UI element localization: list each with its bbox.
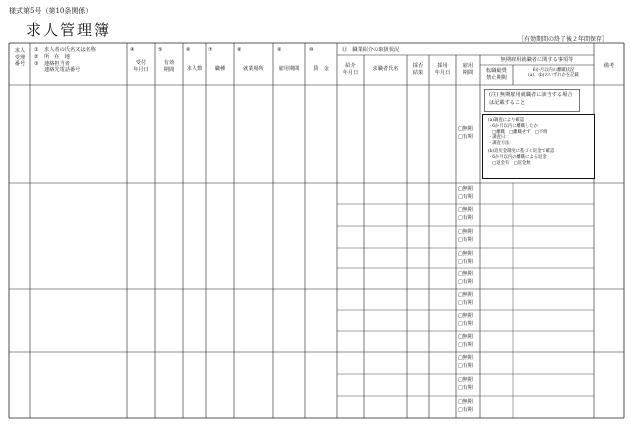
detail-checkbox-line: □離職 □離職せず □不明 xyxy=(488,129,548,135)
header-num-4: ④ xyxy=(130,47,135,53)
employment-term-checkboxes[interactable] xyxy=(458,270,473,286)
fixed-term-checkbox[interactable]: □有期 xyxy=(458,385,473,391)
fixed-term-checkbox[interactable]: □有期 xyxy=(458,321,473,327)
indefinite-checkbox[interactable]: □無期 xyxy=(458,186,473,192)
header-num-5: ⑤ xyxy=(158,47,163,53)
header-col2-numbers: ① ② ③ xyxy=(34,47,39,67)
indefinite-checkbox[interactable]: □無期 xyxy=(458,251,473,257)
fixed-term-checkbox[interactable]: □有期 xyxy=(458,194,473,200)
note-text: 無期雇用就職者に該当する場合は記載すること xyxy=(489,92,573,106)
header-jobseeker-name: 求職者氏名 xyxy=(372,66,399,72)
fixed-term-checkbox[interactable]: □有期 xyxy=(458,279,473,285)
indefinite-checkbox[interactable]: □無期 xyxy=(458,399,473,405)
header-num-8: ⑧ xyxy=(237,47,242,53)
header-receipt-date: 受付 年月日 xyxy=(133,60,149,73)
header-wage: 賃 金 xyxy=(313,66,329,72)
page-title: 求人管理簿 xyxy=(26,21,112,39)
fixed-term-checkbox[interactable]: □有期 xyxy=(458,259,473,265)
header-receipt-number: 求人 受理 番号 xyxy=(14,48,26,67)
header-contact-phone: 連絡先電話番号 xyxy=(44,67,81,74)
note-number: (注) xyxy=(489,92,499,98)
indefinite-checkbox[interactable]: □無期 xyxy=(458,377,473,383)
employment-term-checkboxes[interactable] xyxy=(458,312,473,328)
header-placement-status: ⑪ 職業紹介の取扱状況 xyxy=(342,47,400,53)
form-number: 様式第5号（第10条関係） xyxy=(9,7,93,15)
detail-line: (a)調査により確認 xyxy=(488,118,524,123)
header-employer-info xyxy=(44,47,96,74)
header-employer-name: 求人者の氏名又は名称 xyxy=(44,47,96,53)
header-workplace: 就業場所 xyxy=(243,66,264,72)
header-validity: 有効 期間 xyxy=(163,60,175,73)
employment-term-checkboxes[interactable] xyxy=(458,206,473,222)
indefinite-checkbox[interactable]: □無期 xyxy=(458,334,473,340)
indefinite-checkbox[interactable]: □無期 xyxy=(458,207,473,213)
header-solicitation-ban-period: 転職勧奨 禁止期間 xyxy=(486,68,507,81)
employment-term-checkboxes[interactable] xyxy=(458,354,473,370)
header-employer-address: 所 在 地 xyxy=(44,53,70,60)
fixed-term-checkbox[interactable]: □有期 xyxy=(458,363,473,369)
employment-term-checkboxes[interactable] xyxy=(458,228,473,244)
header-indefinite-employee-items: 無期雇用就職者に関する事項等 xyxy=(500,57,574,63)
indefinite-checkbox[interactable]: □無期 xyxy=(458,271,473,277)
detail-line: ・調査日： xyxy=(488,135,510,141)
header-occupation: 職種 xyxy=(214,66,226,72)
indefinite-checkbox[interactable]: □無期 xyxy=(458,229,473,235)
employment-term-checkboxes[interactable] xyxy=(458,125,473,141)
indefinite-checkbox[interactable]: □無期 xyxy=(458,355,473,361)
employment-term-checkboxes[interactable] xyxy=(458,185,473,201)
turnover-detail-box xyxy=(482,114,595,179)
indefinite-checkbox[interactable]: □無期 xyxy=(458,126,473,132)
fixed-term-checkbox[interactable]: □有期 xyxy=(458,237,473,243)
employment-term-checkboxes[interactable] xyxy=(458,291,473,307)
detail-line: ・調査方法： xyxy=(488,141,514,147)
detail-line: ・6か月以内に離職したか xyxy=(488,123,538,129)
fixed-term-checkbox[interactable]: □有期 xyxy=(458,342,473,348)
employment-term-checkboxes[interactable] xyxy=(458,250,473,266)
header-employment-term: 雇用 期間 xyxy=(462,63,474,76)
header-openings: 求人数 xyxy=(186,66,203,72)
indefinite-checkbox[interactable]: □無期 xyxy=(458,292,473,298)
employment-term-checkboxes[interactable] xyxy=(458,398,473,414)
retention-notice: ［有効期間の終了後２年間保存］ xyxy=(518,36,609,43)
header-referral-date: 紹介 年月日 xyxy=(342,63,359,76)
fixed-term-checkbox[interactable]: □有期 xyxy=(458,407,473,413)
header-num-6: ⑥ xyxy=(186,47,191,53)
fixed-term-checkbox[interactable]: □有期 xyxy=(458,300,473,306)
header-hiring-result: 採否 結果 xyxy=(412,63,424,76)
header-remarks: 備考 xyxy=(603,63,615,69)
employment-term-checkboxes[interactable] xyxy=(458,333,473,349)
header-six-month-turnover: 6か月以内の離職状況 (a)、(b)のいずれかを記載 xyxy=(528,68,579,79)
header-hire-date: 採用 年月日 xyxy=(434,63,451,76)
detail-line: ・6か月以内の離職による返金 xyxy=(488,154,547,160)
indefinite-employee-note xyxy=(484,89,580,112)
detail-checkbox-line: □返金有 □返金無 xyxy=(488,160,531,166)
header-num-9: ⑨ xyxy=(277,47,282,53)
detail-line: (b)返戻金制度に基づく返金で確認 xyxy=(488,148,555,154)
indefinite-checkbox[interactable]: □無期 xyxy=(458,313,473,319)
employment-term-checkboxes[interactable] xyxy=(458,376,473,392)
fixed-term-checkbox[interactable]: □有期 xyxy=(458,134,473,140)
header-contact-person: 連絡担当者 xyxy=(44,60,70,67)
header-num-7: ⑦ xyxy=(208,47,213,53)
header-num-10: ⑩ xyxy=(309,47,314,53)
header-employment-period: 雇用期間 xyxy=(278,66,300,72)
fixed-term-checkbox[interactable]: □有期 xyxy=(458,215,473,221)
